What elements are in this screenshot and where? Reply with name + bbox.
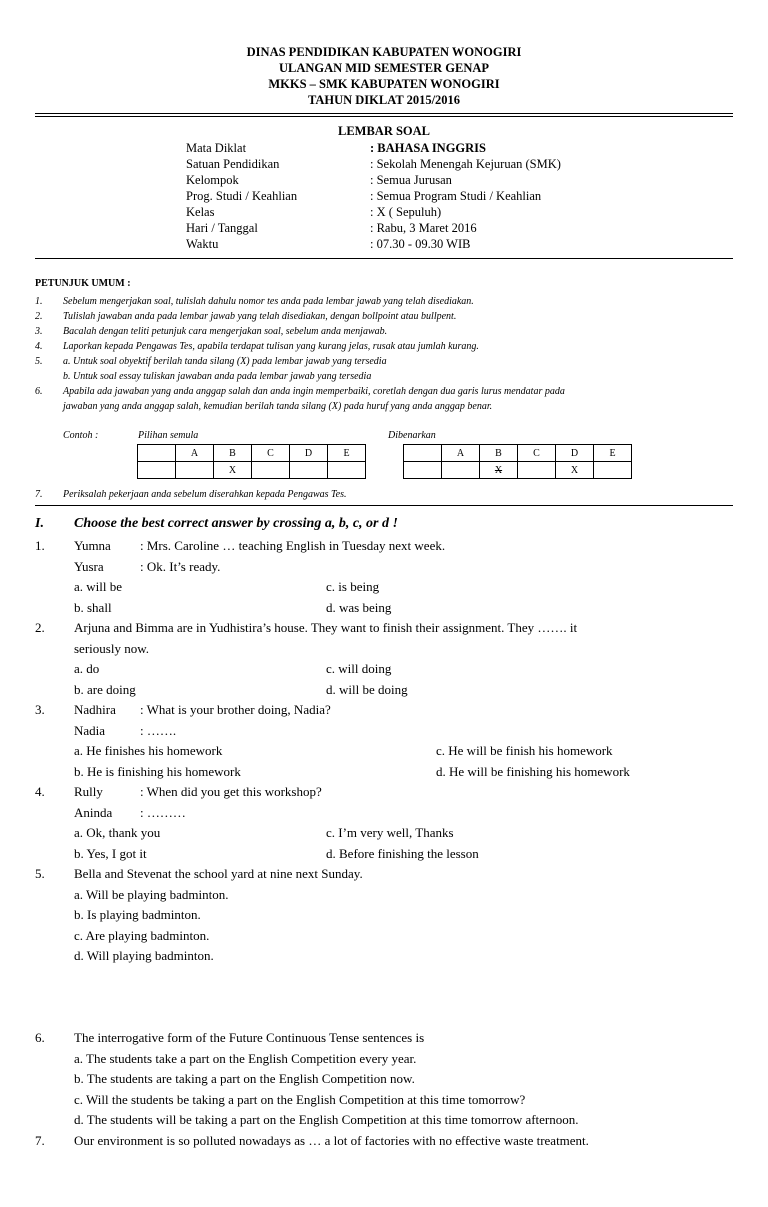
option-a: a. The students take a part on the English Competition every year.	[74, 1051, 417, 1066]
petunjuk-text: Tulislah jawaban anda pada lembar jawab yang telah disediakan, dengan bollpoint atau bullpent.	[63, 311, 457, 322]
speaker-name: Nadia	[74, 723, 106, 738]
question-number: 6.	[35, 1030, 45, 1045]
option-d: d. Before finishing the lesson	[326, 846, 479, 861]
info-label: Kelompok	[186, 173, 239, 187]
petunjuk-item	[35, 294, 474, 309]
option-a: a. Ok, thank you	[74, 825, 161, 840]
option-d: d. was being	[326, 600, 392, 615]
mark-cell: X	[214, 462, 252, 479]
letter-cell: B	[214, 445, 252, 462]
question-number: 7.	[35, 1133, 45, 1148]
section-number: I.	[35, 516, 44, 531]
petunjuk-number: 4.	[35, 341, 43, 352]
question-text: : ………	[140, 805, 186, 820]
header-line-3: MKKS – SMK KABUPATEN WONOGIRI	[268, 77, 500, 91]
option-a: a. Will be playing badminton.	[74, 887, 229, 902]
option-c: c. He will be finish his homework	[436, 743, 613, 758]
option-d: d. He will be finishing his homework	[436, 764, 630, 779]
header-divider-bottom	[35, 116, 733, 117]
info-row	[186, 236, 561, 252]
info-divider	[35, 258, 733, 259]
option-a: a. He finishes his homework	[74, 743, 223, 758]
info-row	[186, 140, 561, 156]
letter-cell: D	[556, 445, 594, 462]
letter-cell: A	[442, 445, 480, 462]
option-c: c. Are playing badminton.	[74, 928, 210, 943]
option-d: d. will be doing	[326, 682, 408, 697]
mark-cell	[290, 462, 328, 479]
petunjuk-number: 2.	[35, 311, 43, 322]
blank-cell	[138, 462, 176, 479]
info-value: : 07.30 - 09.30 WIB	[370, 237, 471, 251]
petunjuk-item	[35, 384, 565, 399]
speaker-name: Yusra	[74, 559, 104, 574]
question-text: Bella and Stevenat the school yard at nine next Sunday.	[74, 866, 363, 881]
contoh-left-title: Pilihan semula	[138, 430, 199, 441]
mark-cell	[518, 462, 556, 479]
petunjuk-number: 7.	[35, 489, 43, 500]
option-d: d. The students will be taking a part on the English Competition at this time tomorrow afternoon.	[74, 1112, 579, 1127]
petunjuk-number: 6.	[35, 386, 43, 397]
mark-cell	[328, 462, 366, 479]
exam-info	[186, 140, 561, 252]
question-text: The interrogative form of the Future Continuous Tense sentences is	[74, 1030, 425, 1045]
blank-cell	[404, 445, 442, 462]
speaker-name: Aninda	[74, 805, 113, 820]
petunjuk-divider	[35, 505, 733, 506]
question-number: 5.	[35, 866, 45, 881]
letter-cell: B	[480, 445, 518, 462]
header-line-1: DINAS PENDIDIKAN KABUPATEN WONOGIRI	[246, 45, 522, 59]
option-b: b. He is finishing his homework	[74, 764, 241, 779]
mark-cell	[176, 462, 214, 479]
letter-cell: C	[252, 445, 290, 462]
contoh-left-table	[137, 444, 366, 479]
petunjuk-text: b. Untuk soal essay tuliskan jawaban anda pada lembar jawab yang tersedia	[63, 371, 372, 382]
info-row	[186, 204, 561, 220]
letter-cell: E	[594, 445, 632, 462]
mark-cell	[442, 462, 480, 479]
mark-cell: X	[556, 462, 594, 479]
question-text: Our environment is so polluted nowadays as … a lot of factories with no effective waste treatment.	[74, 1133, 589, 1148]
letter-cell: C	[518, 445, 556, 462]
info-label: Satuan Pendidikan	[186, 157, 280, 171]
speaker-name: Yumna	[74, 538, 111, 553]
section-heading	[35, 516, 398, 532]
header-line-4: TAHUN DIKLAT 2015/2016	[307, 93, 461, 107]
info-label: Prog. Studi / Keahlian	[186, 189, 298, 203]
info-label: Kelas	[186, 205, 215, 219]
lembar-soal-title: LEMBAR SOAL	[337, 124, 431, 138]
speaker-name: Rully	[74, 784, 103, 799]
section-title: Choose the best correct answer by crossing a, b, c, or d !	[74, 516, 398, 531]
info-value: : Semua Jurusan	[370, 173, 452, 187]
petunjuk-number: 3.	[35, 326, 43, 337]
info-row	[186, 220, 561, 236]
question-text: Arjuna and Bimma are in Yudhistira’s house. They want to finish their assignment. They ……. it	[74, 620, 578, 635]
option-a: a. do	[74, 661, 100, 676]
blank-cell	[404, 462, 442, 479]
crossed-out-mark-cell: X	[480, 462, 518, 479]
contoh-right-title: Dibenarkan	[388, 430, 436, 441]
contoh-right-table	[403, 444, 632, 479]
question-text: : Mrs. Caroline … teaching English in Tuesday next week.	[140, 538, 446, 553]
question-text: : …….	[140, 723, 177, 738]
petunjuk-item	[35, 309, 456, 324]
option-d: d. Will playing badminton.	[74, 948, 214, 963]
petunjuk-text: a. Untuk soal obyektif berilah tanda silang (X) pada lembar jawab yang tersedia	[63, 356, 387, 367]
option-a: a. will be	[74, 579, 123, 594]
option-c: c. I’m very well, Thanks	[326, 825, 454, 840]
petunjuk-text: Bacalah dengan teliti petunjuk cara mengerjakan soal, sebelum anda menjawab.	[63, 326, 388, 337]
question-number: 2.	[35, 620, 45, 635]
info-value: : Sekolah Menengah Kejuruan (SMK)	[370, 157, 561, 171]
info-label: Mata Diklat	[186, 141, 247, 155]
letter-cell: D	[290, 445, 328, 462]
question-text: : What is your brother doing, Nadia?	[140, 702, 331, 717]
option-b: b. The students are taking a part on the English Competition now.	[74, 1071, 415, 1086]
letter-cell: A	[176, 445, 214, 462]
petunjuk-item	[35, 339, 479, 354]
petunjuk-number: 5.	[35, 356, 43, 367]
petunjuk-text: jawaban yang anda anggap salah, kemudian berilah tanda silang (X) pada huruf yang anda anggap benar.	[63, 401, 493, 412]
info-value: : BAHASA INGGRIS	[370, 141, 486, 155]
info-label: Waktu	[186, 237, 219, 251]
header-line-2: ULANGAN MID SEMESTER GENAP	[278, 61, 490, 75]
header-divider-top	[35, 113, 733, 114]
petunjuk-title: PETUNJUK UMUM :	[35, 278, 131, 289]
option-b: b. Is playing badminton.	[74, 907, 201, 922]
question-number: 4.	[35, 784, 45, 799]
petunjuk-item	[35, 354, 387, 369]
info-row	[186, 172, 561, 188]
info-value: : X ( Sepuluh)	[370, 205, 442, 219]
petunjuk-item	[35, 324, 387, 339]
petunjuk-item	[35, 487, 346, 502]
question-text: : Ok. It’s ready.	[140, 559, 221, 574]
letter-cell: E	[328, 445, 366, 462]
info-value: : Rabu, 3 Maret 2016	[370, 221, 477, 235]
option-c: c. is being	[326, 579, 380, 594]
info-row	[186, 156, 561, 172]
petunjuk-text: Apabila ada jawaban yang anda anggap salah dan anda ingin memperbaiki, coretlah dengan dua garis lurus mendatar pada	[63, 386, 565, 397]
info-label: Hari / Tanggal	[186, 221, 258, 235]
blank-cell	[138, 445, 176, 462]
exam-header	[0, 44, 768, 108]
petunjuk-item	[35, 369, 371, 384]
option-b: b. shall	[74, 600, 112, 615]
petunjuk-text: Laporkan kepada Pengawas Tes, apabila terdapat tulisan yang kurang jelas, rusak atau jumlah kurang.	[63, 341, 479, 352]
petunjuk-text: Periksalah pekerjaan anda sebelum diserahkan kepada Pengawas Tes.	[63, 489, 347, 500]
option-c: c. Will the students be taking a part on the English Competition at this time tomorrow?	[74, 1092, 526, 1107]
question-text: seriously now.	[74, 641, 149, 656]
contoh-label: Contoh :	[63, 430, 99, 441]
info-row	[186, 188, 561, 204]
petunjuk-text: Sebelum mengerjakan soal, tulislah dahulu nomor tes anda pada lembar jawab yang telah disediakan.	[63, 296, 474, 307]
info-value: : Semua Program Studi / Keahlian	[370, 189, 542, 203]
question-number: 1.	[35, 538, 45, 553]
mark-cell	[594, 462, 632, 479]
question-text: : When did you get this workshop?	[140, 784, 322, 799]
option-b: b. are doing	[74, 682, 136, 697]
petunjuk-item	[35, 399, 492, 414]
option-c: c. will doing	[326, 661, 392, 676]
question-number: 3.	[35, 702, 45, 717]
speaker-name: Nadhira	[74, 702, 116, 717]
petunjuk-number: 1.	[35, 296, 43, 307]
mark-cell	[252, 462, 290, 479]
option-b: b. Yes, I got it	[74, 846, 147, 861]
